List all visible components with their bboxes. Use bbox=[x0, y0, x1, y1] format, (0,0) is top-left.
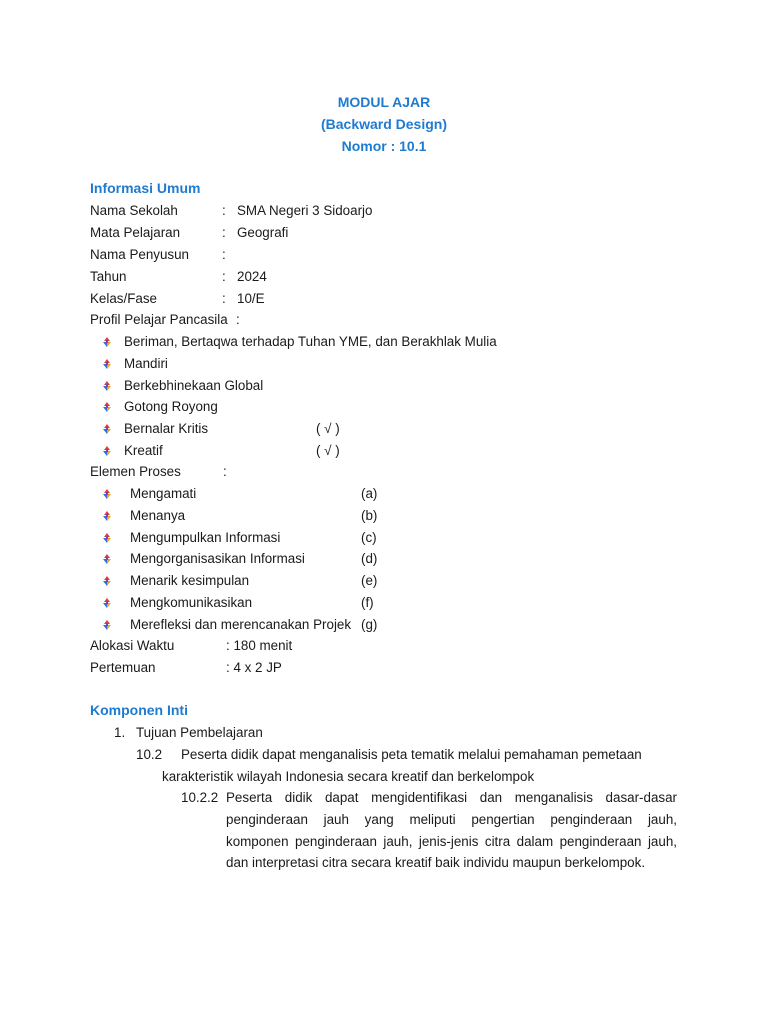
sub-text-line: Peserta didik dapat menganalisis peta tematik melalui pemahaman pemetaan bbox=[181, 747, 642, 762]
title-line-1: MODUL AJAR bbox=[337, 94, 431, 110]
bullet-icon bbox=[101, 619, 113, 631]
subsub-paragraph bbox=[226, 787, 677, 874]
subsub-line: Peserta didik dapat mengidentifikasi dan menganalisis dasar-dasar bbox=[226, 790, 677, 805]
profil-item: Bernalar Kritis bbox=[124, 421, 209, 437]
elemen-code: (c) bbox=[361, 529, 377, 545]
check-mark: ( √ ) bbox=[316, 421, 340, 437]
elemen-item: Mengkomunikasikan bbox=[130, 595, 253, 610]
subsub-line: komponen penginderaan jauh, jenis-jenis citra dalam penginderaan jauh, bbox=[226, 833, 677, 849]
alokasi-value: : 180 menit bbox=[226, 638, 293, 653]
info-value: SMA Negeri 3 Sidoarjo bbox=[237, 203, 373, 218]
bullet-icon bbox=[101, 380, 113, 392]
elemen-item: Mengamati bbox=[130, 486, 197, 501]
sub-number: 10.2 bbox=[136, 747, 163, 762]
profil-colon: : bbox=[236, 312, 240, 327]
profil-item: Berkebhinekaan Global bbox=[124, 377, 264, 393]
document-title bbox=[0, 92, 768, 157]
info-colon: : bbox=[222, 269, 226, 284]
title-line-2: (Backward Design) bbox=[320, 115, 448, 132]
info-label: Nama Penyusun bbox=[90, 247, 189, 262]
tujuan-number: 1. bbox=[114, 725, 126, 740]
info-label: Tahun bbox=[90, 269, 127, 284]
check-mark: ( √ ) bbox=[316, 443, 340, 458]
pertemuan-label: Pertemuan bbox=[90, 660, 156, 675]
profil-item: Mandiri bbox=[124, 355, 168, 371]
heading-komponen-inti: Komponen Inti bbox=[90, 702, 188, 718]
info-colon: : bbox=[222, 225, 226, 240]
info-colon: : bbox=[222, 291, 226, 306]
elemen-item: Mengumpulkan Informasi bbox=[130, 529, 281, 545]
profil-item: Kreatif bbox=[124, 443, 163, 458]
elemen-code: (e) bbox=[361, 573, 378, 589]
elemen-code: (b) bbox=[361, 507, 378, 523]
alokasi-label: Alokasi Waktu bbox=[90, 638, 175, 653]
title-line-3: Nomor : 10.1 bbox=[341, 137, 427, 154]
bullet-icon bbox=[101, 575, 113, 587]
elemen-code: (d) bbox=[361, 551, 378, 567]
elemen-label: Elemen Proses bbox=[90, 464, 181, 479]
elemen-item: Merefleksi dan merencanakan Projek bbox=[130, 616, 352, 632]
info-colon: : bbox=[222, 203, 226, 218]
info-value: 10/E bbox=[237, 291, 265, 306]
info-label: Kelas/Fase bbox=[90, 291, 157, 306]
bullet-icon bbox=[101, 445, 113, 457]
info-colon: : bbox=[222, 247, 226, 262]
info-label: Mata Pelajaran bbox=[90, 225, 181, 240]
elemen-code: (f) bbox=[361, 595, 374, 610]
info-label: Nama Sekolah bbox=[90, 203, 178, 218]
bullet-icon bbox=[101, 336, 113, 348]
subsub-line: penginderaan jauh yang meliputi pengertian penginderaan jauh, bbox=[226, 811, 677, 827]
bullet-icon bbox=[101, 488, 113, 500]
bullet-icon bbox=[101, 401, 113, 413]
elemen-item: Menarik kesimpulan bbox=[130, 573, 250, 589]
elemen-item: Mengorganisasikan Informasi bbox=[130, 551, 305, 567]
heading-informasi-umum: Informasi Umum bbox=[90, 180, 201, 196]
profil-label: Profil Pelajar Pancasila bbox=[90, 312, 228, 327]
profil-item: Gotong Royong bbox=[124, 399, 218, 415]
info-value: 2024 bbox=[237, 269, 267, 284]
elemen-code: (g) bbox=[361, 616, 378, 632]
bullet-icon bbox=[101, 358, 113, 370]
subsub-number: 10.2.2 bbox=[181, 790, 219, 805]
elemen-code: (a) bbox=[361, 486, 378, 501]
sub-text-line: karakteristik wilayah Indonesia secara kreatif dan berkelompok bbox=[162, 769, 535, 784]
elemen-colon: : bbox=[223, 464, 227, 479]
pertemuan-value: : 4 x 2 JP bbox=[226, 660, 282, 675]
bullet-icon bbox=[101, 597, 113, 609]
bullet-icon bbox=[101, 532, 113, 544]
info-value: Geografi bbox=[237, 225, 289, 240]
profil-item: Beriman, Bertaqwa terhadap Tuhan YME, dan Berakhlak Mulia bbox=[124, 334, 497, 349]
bullet-icon bbox=[101, 510, 113, 522]
tujuan-label: Tujuan Pembelajaran bbox=[136, 725, 263, 740]
bullet-icon bbox=[101, 423, 113, 435]
subsub-line: dan interpretasi citra secara kreatif baik individu maupun berkelompok. bbox=[226, 855, 646, 871]
elemen-item: Menanya bbox=[130, 507, 186, 523]
bullet-icon bbox=[101, 553, 113, 565]
